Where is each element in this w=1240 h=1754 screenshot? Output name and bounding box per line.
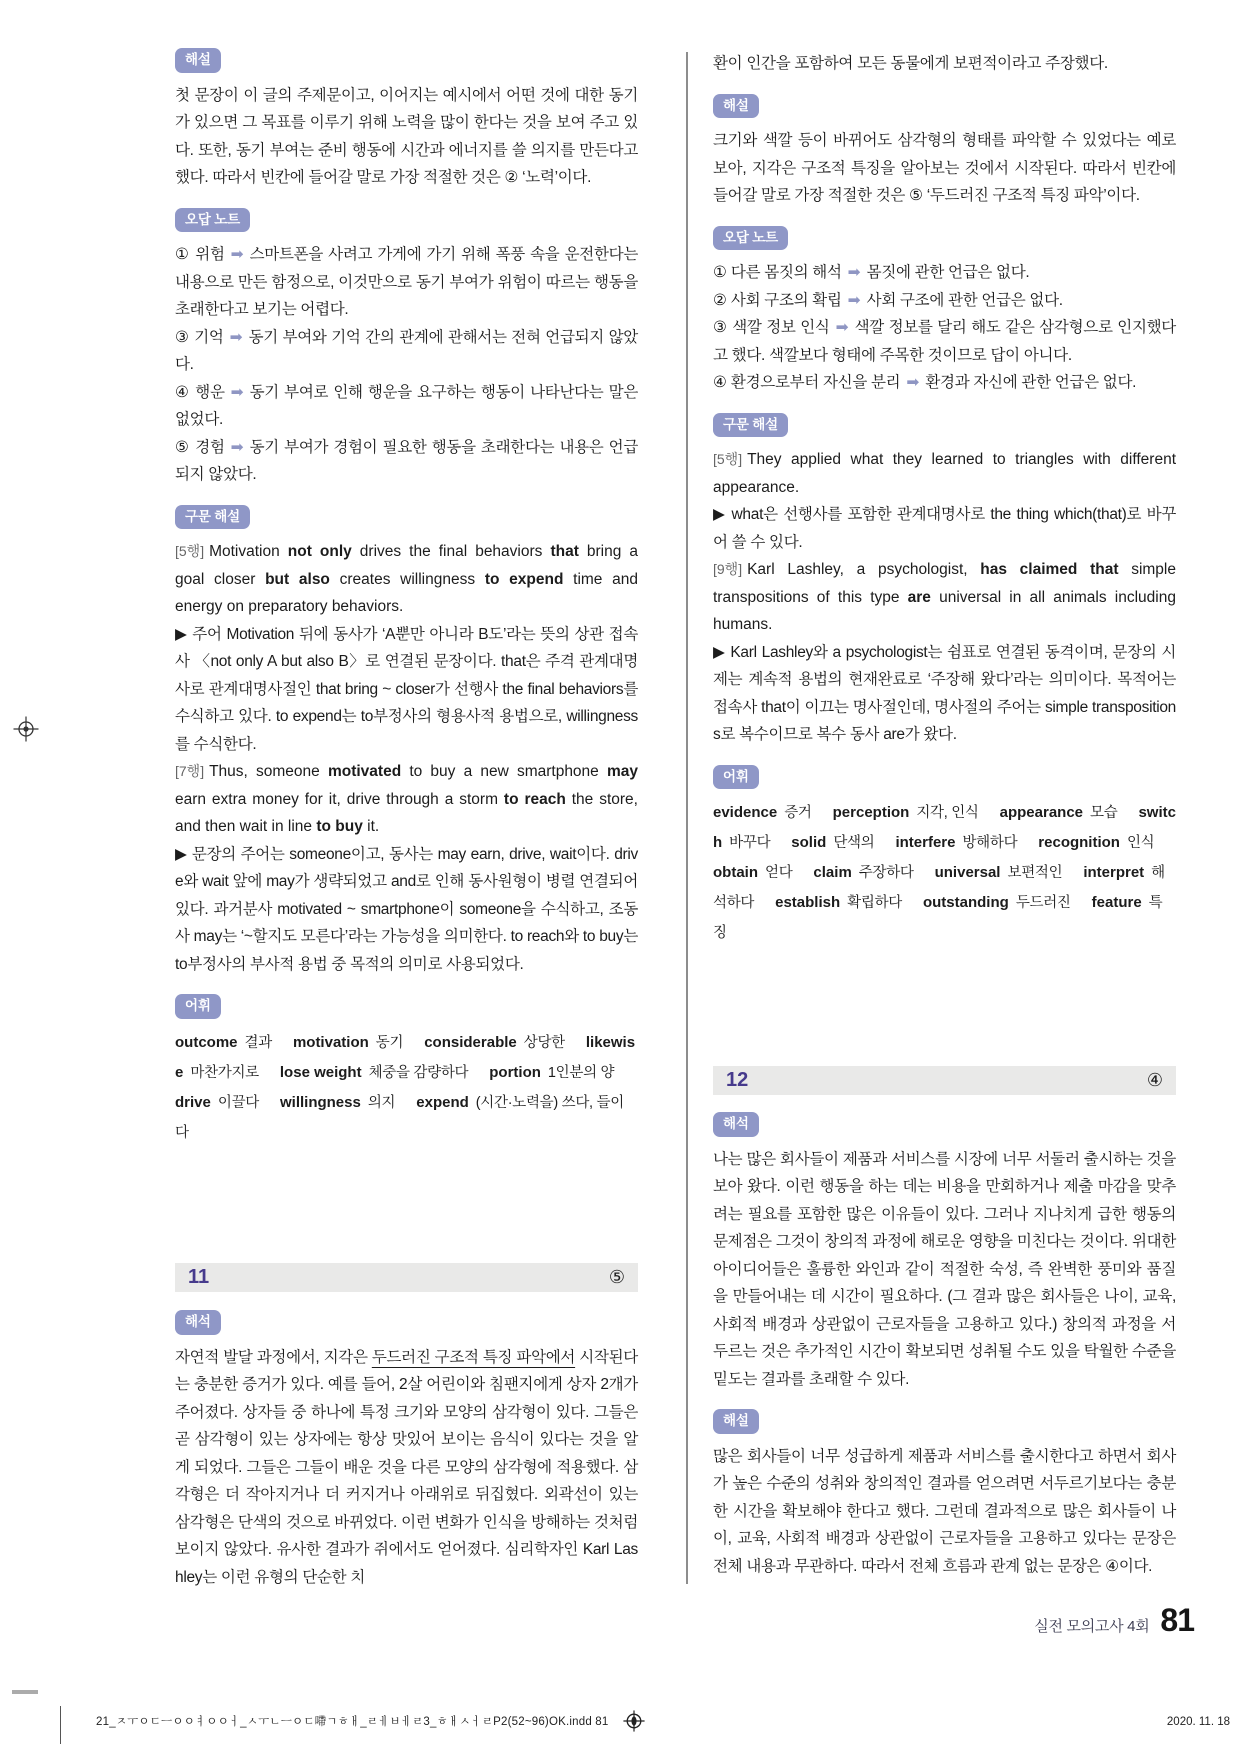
wrong-answer-note-badge: 오답 노트 [175,208,250,233]
vocab-word: interpret [1083,864,1145,881]
choice-number: ③ [175,328,190,346]
wrong-answer-item [175,434,638,489]
q11-wrong-answer-list [713,259,1176,397]
vocab-pair [923,894,1092,911]
print-crop-dash [12,1690,38,1694]
vocab-word: perception [832,804,910,821]
syntax-badge-row [175,505,638,530]
wrong-answer-item [713,369,1176,397]
syntax-note: ▶ what은 선행사를 포함한 관계대명사로 the thing which(that)로 바꾸어 쓸 수 있다. [713,506,1176,551]
vocab-meaning: (시간·노력을) 쓰다, 들이다 [175,1094,624,1141]
wrong-answer-item [713,259,1176,287]
vocab-word: recognition [1038,834,1120,851]
q11-syntax-list [713,446,1176,749]
vocab-pair [1000,804,1139,821]
syntax-sentence [713,446,1176,501]
vocab-meaning: 이끌다 [217,1094,259,1111]
vocab-word: universal [934,864,1001,881]
translation-badge-row [713,1112,1176,1137]
vocab-word: evidence [713,804,778,821]
vocab-word: considerable [424,1033,517,1051]
line-reference: [7행] [175,763,205,779]
syntax-sentence [713,556,1176,639]
explanation-badge-row [175,48,638,73]
vocabulary-badge: 어휘 [175,994,221,1019]
line-reference: [9행] [713,561,743,577]
translation-badge: 해석 [713,1112,759,1137]
print-date: 2020. 11. 18 [1166,1716,1230,1728]
q10-vocabulary-list [175,1028,638,1148]
arrow-icon: ➡ [847,264,861,281]
vocab-meaning: 보편적인 [1007,865,1063,881]
left-column-q10-explanation [175,48,638,1148]
vocab-pair [791,834,895,851]
q11-translation-continued: 환이 인간을 포함하여 모든 동물에게 보편적이라고 주장했다. [713,55,1108,72]
q11-translation-section [175,1310,638,1591]
q11-translation-text: 자연적 발달 과정에서, 지각은 두드러진 구조적 특징 파악에서 시작된다는 충분한 증거가 있다. 예를 들어, 2살 어린이와 침팬지에게 상자 2개가 주어졌다. 상자들 중 하나에 특정 크기와 모양의 삼각형이 있다. 그들은 곧 삼각형이 있는 상자에는 항상 맛있어 보이는 음식이 있다는 것을 알게 되었다. 그들은 그들이 배운 것을 다른 모양의 삼각형에 적용했다. 삼각형은 더 작아지거나 더 커지거나 아래위로 뒤집혔다. 외곽선이 있는 삼각형은 단색의 것으로 바뀌었다. 이런 변화가 인식을 방해하는 것처럼 보이지 않았다. 유사한 결과가 쥐에서도 얻어졌다. 심리학자인 Karl Lashley는 이런 유형의 단순한 치 [175,1348,638,1586]
vocab-meaning: 모습 [1090,805,1118,821]
vocab-pair [895,834,1038,851]
vocab-pair [813,864,934,881]
choice-label: 경험 [195,438,225,456]
vocab-word: motivation [292,1033,369,1051]
syntax-note: ▶ Karl Lashley와 a psychologist는 쉼표로 연결된 동격이며, 문장의 시제는 계속적 용법의 현재완료로 ‘주장해 왔다’라는 의미이다. 목적어는 접속사 that이 이끄는 명사절인데, 명사절의 주어는 simple transpositions로 복수이므로 복수 동사 are가 왔다. [713,643,1176,743]
choice-label: 색깔 정보 인식 [732,319,830,336]
q12-section [713,1112,1176,1580]
syntax-note: ▶ 문장의 주어는 someone이고, 동사는 may earn, drive, wait이다. drive와 wait 앞에 may가 생략되었고 and로 인해 동사원형이 병렬 연결되어 있다. 과거분사 motivated ~ smartphone이 someone을 수식하고, 조동사 may는 ‘~할지도 모른다’라는 가능성을 의미한다. to reach와 to buy는 to부정사의 부사적 용법 중 목적의 의미로 사용되었다. [175,845,638,973]
q12-explanation-text: 많은 회사들이 너무 성급하게 제품과 서비스를 출시한다고 하면서 회사가 높은 수준의 성취와 창의적인 결과를 얻으려면 서두르기보다는 충분한 시간을 확보해야 한다고 했다. 그런데 결과적으로 많은 회사들이 나이, 교육, 사회적 배경과 상관없이 근로자들을 고용하고 있다는 문장은 전체 내용과 무관하다. 따라서 전체 흐름과 관계 없는 문장은 ④이다. [713,1447,1176,1575]
wrong-answer-item [175,241,638,324]
vocab-word: feature [1091,894,1142,911]
vocab-meaning: 특징 [713,895,1163,941]
translation-badge: 해석 [175,1310,221,1335]
vocabulary-badge-row [175,994,638,1019]
vocab-word: appearance [999,804,1084,821]
sentence-text: Motivation not only drives the final behaviors that bring a goal closer but also creates willingness to expend time and energy on preparatory behaviors. [175,543,639,615]
vocab-pair [775,894,923,911]
wrong-answer-note-badge-row [713,226,1176,251]
vocab-word: establish [775,894,841,911]
q10-explanation-text: 첫 문장이 이 글의 주제문이고, 이어지는 예시에서 어떤 것에 대한 동기가 있으면 그 목표를 이루기 위해 노력을 많이 한다는 것을 보여 주고 있다. 또한, 동기 부여는 준비 행동에 시간과 에너지를 쓸 의지를 만든다고 했다. 따라서 빈칸에 들어갈 말로 가장 적절한 것은 ② ‘노력’이다. [175,86,638,186]
vocab-word: expend [416,1093,469,1111]
vocab-pair [713,864,813,881]
vocab-meaning: 확립하다 [847,895,902,911]
syntax-badge-row [713,413,1176,438]
footer-section-label: 실전 모의고사 4회 [1034,1618,1150,1635]
choice-label: 기억 [194,328,224,346]
explanation-badge: 해설 [713,1409,759,1434]
vocab-meaning: 두드러진 [1015,895,1071,911]
wrong-answer-item [713,287,1176,315]
q12-translation-text: 나는 많은 회사들이 제품과 서비스를 시장에 너무 서둘러 출시하는 것을 보아 왔다. 이런 행동을 하는 데는 비용을 만회하거나 제출 마감을 맞추려는 필요를 포함한 많은 이유들이 있다. 그러나 지나치게 급한 행동의 문제점은 그것이 창의적 과정에 해로운 영향을 미친다는 것이다. 위대한 아이디어들은 훌륭한 와인과 같이 적절한 숙성, 즉 완벽한 풍미와 품질을 만들어내는 데 시간이 필요하다. (그 결과 많은 회사들은 나이, 교육, 사회적 배경과 상관없이 근로자들을 고용하고 있다.) 창의적 과정을 서두르는 것은 추가적인 시간이 확보되면 성취될 수도 있을 탁월한 수준을 밑도는 결과를 초래할 수 있다. [713,1150,1176,1388]
vocab-meaning: 증거 [784,805,812,821]
line-reference: [5행] [713,451,743,467]
vocab-meaning: 의지 [367,1094,396,1111]
answer-badge: ④ [1146,1070,1163,1090]
choice-comment: 사회 구조에 관한 언급은 없다. [866,291,1063,309]
vocab-pair [833,804,1000,821]
vocab-meaning: 주장하다 [858,865,914,881]
syntax-explanation-badge: 구문 해설 [175,505,250,530]
choice-label: 사회 구조의 확립 [730,291,842,309]
q11-vocabulary-list [713,798,1176,948]
wrong-answer-note-badge: 오답 노트 [713,226,788,251]
question-number: 12 [726,1069,749,1091]
choice-comment: 동기 부여가 경험이 필요한 행동을 초래한다는 내용은 언급되지 않았다. [175,438,639,483]
vocab-word: willingness [279,1093,361,1111]
choice-comment: 스마트폰을 사려고 가게에 가기 위해 폭풍 속을 운전한다는 내용으로 만든 함정으로, 이것만으로 동기 부여가 위험이 따르는 행동을 초래한다고 보기는 어렵다. [175,246,639,318]
vocab-word: solid [791,834,827,851]
wrong-answer-item [175,379,638,434]
registration-mark-icon [13,716,39,747]
vocab-pair [280,1094,416,1111]
vocab-meaning: 방해하다 [962,835,1018,851]
syntax-note: ▶ 주어 Motivation 뒤에 동사가 ‘A뿐만 아니라 B도’라는 뜻의 상관 접속사 〈not only A but also B〉로 연결된 문장이다. that은 주격 관계대명사로 관계대명사절인 that bring ~ closer가 선행사 the final behaviors를 수식하고 있다. to expend는 to부정사의 형용사적 용법으로, willingness를 수식한다. [175,625,638,753]
q11-explanation-text: 크기와 색깔 등이 바뀌어도 삼각형의 형태를 파악할 수 있었다는 예로 보아, 지각은 구조적 특징을 알아보는 것에서 시작된다. 따라서 빈칸에 들어갈 말로 가장 적절한 것은 ⑤ ‘두드러진 구조적 특징 파악’이다. [713,132,1176,204]
sentence-text: Thus, someone motivated to buy a new smartphone may earn extra money for it, drive through a storm to reach the store, and then wait in line to buy it. [175,763,638,835]
footer-page-number: 81 [1160,1602,1194,1638]
vocab-pair [424,1034,586,1051]
vocab-meaning: 마찬가지로 [190,1064,259,1081]
arrow-icon: ➡ [229,328,243,346]
vocab-word: lose weight [279,1063,362,1081]
choice-comment: 색깔 정보를 달리 해도 같은 삼각형으로 인지했다고 했다. 색깔보다 형태에 주목한 것이므로 답이 아니다. [713,319,1176,364]
vocab-pair [175,1094,280,1111]
choice-number: ③ [713,319,728,336]
vocab-pair [293,1034,424,1051]
print-filename-row [96,1710,645,1732]
line-reference: [5행] [175,543,205,559]
column-divider [686,52,688,1584]
vocab-word: outcome [175,1033,238,1051]
vocab-pair [175,1034,293,1051]
vocab-pair [935,864,1084,881]
vocab-meaning: 인식 [1126,835,1155,851]
print-filename: 21_ㅈㅜㅇㄷㅡㅇㅇㅕㅇㅇㅓ_ㅅㅜㄴㅡㅇㄷ㗣ㄱㅎㅐ_ㄹㅔㅂㅔㄹ3_ㅎㅐㅅㅓㄹP2(52~96)OK.indd 81 [96,1716,609,1728]
choice-comment: 몸짓에 관한 언급은 없다. [866,264,1030,281]
vocab-word: claim [813,864,852,881]
vocab-pair [280,1064,489,1081]
choice-number: ④ [175,383,191,401]
vocab-meaning: 상당한 [523,1034,565,1051]
syntax-explanation-badge: 구문 해설 [713,413,788,438]
answer-badge: ⑤ [608,1267,625,1287]
choice-label: 위험 [195,246,225,263]
vocabulary-badge: 어휘 [713,765,759,790]
vocab-meaning: 1인분의 양 [547,1064,615,1081]
arrow-icon: ➡ [906,374,920,391]
explanation-badge: 해설 [713,94,759,119]
vocab-word: switch [713,804,1176,851]
arrow-icon: ➡ [835,319,849,336]
vocab-word: obtain [713,864,758,881]
vocab-meaning: 얻다 [765,865,793,881]
arrow-icon: ➡ [230,438,244,456]
vocab-meaning: 체중을 감량하다 [368,1064,469,1081]
question-number: 11 [188,1266,210,1288]
vocab-word: portion [489,1063,541,1081]
registration-mark-icon [623,1710,645,1732]
right-column-q11-explanation [713,50,1176,948]
choice-number: ⑤ [175,438,191,456]
q10-wrong-answer-list [175,241,638,489]
vocab-pair [489,1064,635,1081]
choice-number: ① [175,246,191,263]
choice-label: 다른 몸짓의 해석 [730,264,842,281]
translation-badge-row [175,1310,638,1335]
sentence-text: Karl Lashley, a psychologist, has claimed that simple transpositions of this type are universal in all animals including humans. [713,561,1176,633]
wrong-answer-item [175,324,638,379]
explanation-badge-row [713,1409,1176,1434]
arrow-icon: ➡ [230,246,244,263]
arrow-icon: ➡ [230,383,244,401]
vocab-pair [1038,834,1175,851]
syntax-sentence [175,538,638,621]
vocab-word: interfere [895,834,956,851]
question-12-header-bar [713,1066,1176,1095]
explanation-badge: 해설 [175,48,221,73]
vocab-meaning: 지각, 인식 [916,805,979,821]
vocab-meaning: 바꾸다 [729,835,771,851]
sentence-text: They applied what they learned to triangles with different appearance. [713,451,1176,496]
question-11-header-bar [175,1263,638,1292]
choice-number: ① [713,264,727,281]
vocab-word: outstanding [922,894,1009,911]
choice-number: ④ [713,374,727,391]
arrow-icon: ➡ [847,291,861,309]
choice-comment: 동기 부여와 기억 간의 관계에 관해서는 전혀 언급되지 않았다. [175,328,638,373]
wrong-answer-item [713,314,1176,369]
explanation-badge-row [713,94,1176,119]
syntax-sentence [175,758,638,841]
choice-comment: 환경과 자신에 관한 언급은 없다. [925,374,1137,391]
print-crop-rule [60,1706,61,1744]
vocab-pair [713,804,833,821]
vocab-meaning: 해석하다 [713,865,1165,911]
choice-label: 환경으로부터 자신을 분리 [730,374,901,391]
vocab-word: drive [175,1093,211,1111]
q10-syntax-list [175,538,638,978]
vocab-meaning: 동기 [375,1034,404,1051]
choice-number: ② [713,291,727,309]
choice-label: 행운 [195,383,225,401]
vocab-meaning: 결과 [244,1034,272,1051]
vocab-meaning: 단색의 [833,835,875,851]
choice-comment: 동기 부여로 인해 행운을 요구하는 행동이 나타난다는 말은 없었다. [175,383,639,428]
vocab-word: likewise [175,1033,636,1081]
page-footer [1034,1602,1194,1639]
vocabulary-badge-row [713,765,1176,790]
wrong-answer-note-badge-row [175,208,638,233]
